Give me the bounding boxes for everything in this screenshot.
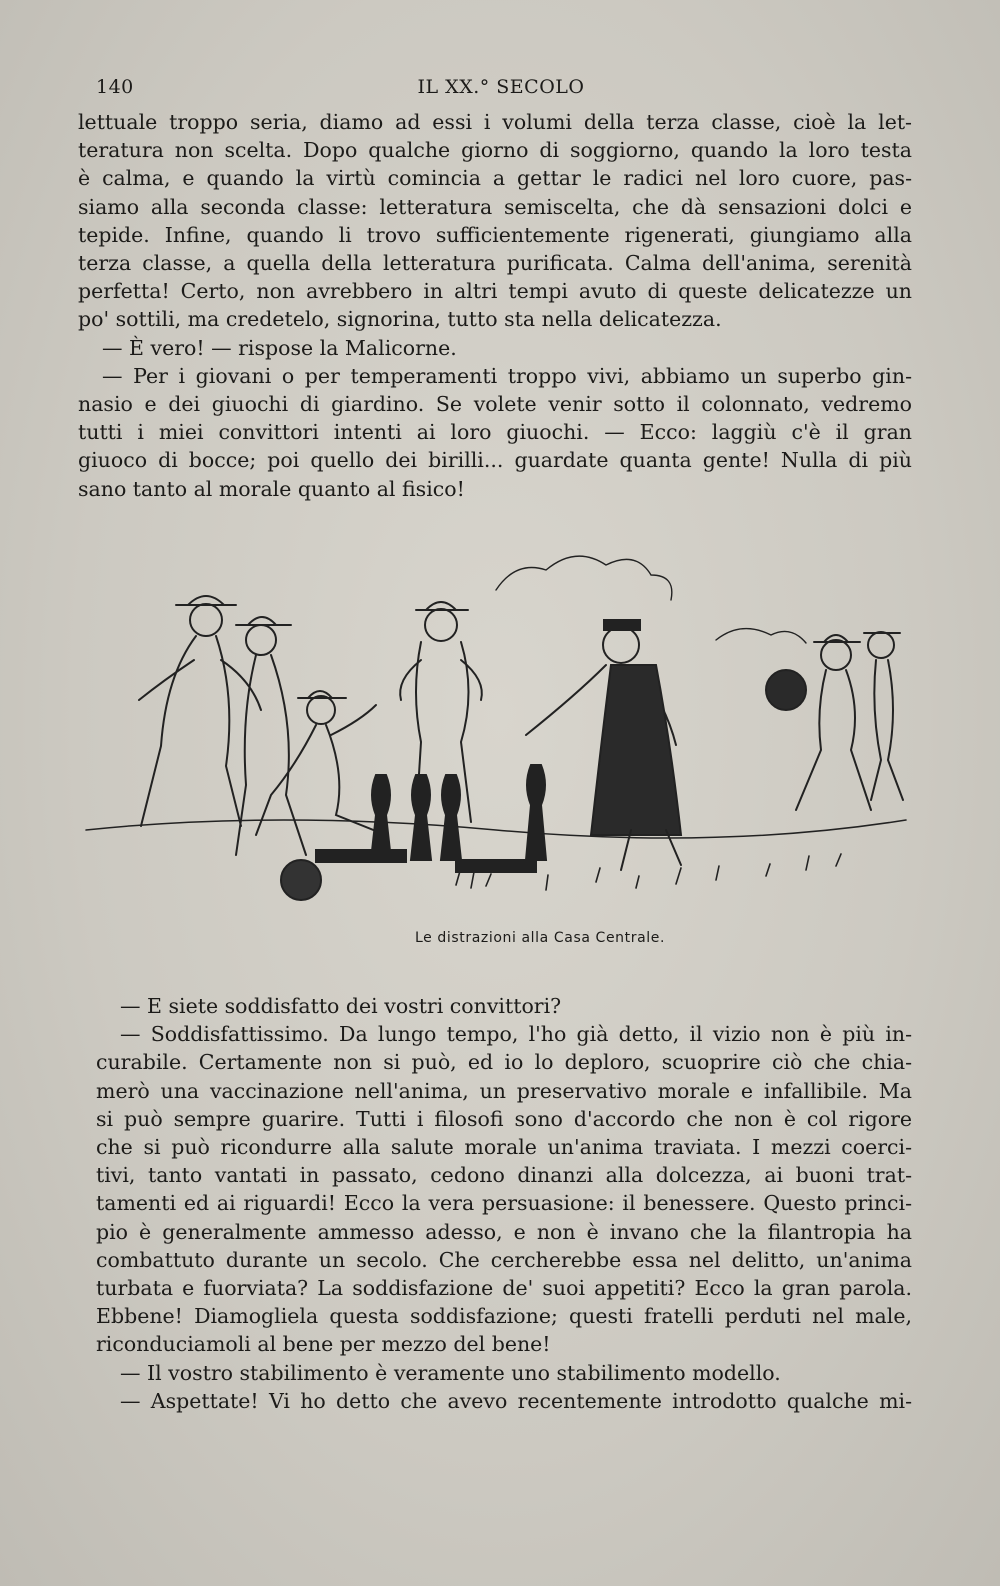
- text-line: turbata e fuorviata? La soddisfazione de' suoi appetiti? Ecco la gran parola.: [96, 1276, 912, 1301]
- running-header: [96, 76, 906, 110]
- text-line: — Il vostro stabilimento è veramente uno stabilimento modello.: [120, 1360, 781, 1385]
- illustration-drawing: [76, 530, 916, 930]
- text-line: tamenti ed ai riguardi! Ecco la vera persuasione: il benessere. Questo princi-: [96, 1191, 912, 1216]
- text-line: riconduciamoli al bene per mezzo del bene!: [96, 1332, 551, 1357]
- text-line: terza classe, a quella della letteratura purificata. Calma dell'anima, serenità: [78, 251, 912, 276]
- text-line: — E siete soddisfatto dei vostri convittori?: [120, 994, 562, 1018]
- text-block-top: [78, 108, 912, 503]
- text-line: si può sempre guarire. Tutti i filosofi sono d'accordo che non è col rigore: [96, 1106, 912, 1131]
- text-line: curabile. Certamente non si può, ed io lo deploro, scuoprire ciò che chia-: [96, 1050, 912, 1075]
- text-line: lettuale troppo seria, diamo ad essi i volumi della terza classe, cioè la let-: [78, 110, 912, 134]
- text-line: — Per i giovani o per temperamenti troppo vivi, abbiamo un superbo gin-: [102, 363, 912, 388]
- text-line: è calma, e quando la virtù comincia a gettar le radici nel loro cuore, pas-: [78, 166, 912, 191]
- text-line: nasio e dei giuochi di giardino. Se volete venir sotto il colonnato, vedremo: [78, 392, 912, 417]
- text-line: Ebbene! Diamogliela questa soddisfazione; questi fratelli perduti nel male,: [96, 1304, 912, 1329]
- text-line: sano tanto al morale quanto al fisico!: [78, 476, 465, 501]
- text-line: che si può ricondurre alla salute morale un'anima traviata. I mezzi coerci-: [96, 1135, 912, 1160]
- text-line: combattuto durante un secolo. Che cercherebbe essa nel delitto, un'anima: [96, 1247, 912, 1272]
- text-block-bottom: [96, 992, 912, 1415]
- illustration-bowling: [76, 530, 916, 930]
- text-line: merò una vaccinazione nell'anima, un preservativo morale e infallibile. Ma: [96, 1078, 912, 1103]
- text-line: — Soddisfattissimo. Da lungo tempo, l'ho già detto, il vizio non è più in-: [120, 1022, 912, 1047]
- text-line: perfetta! Certo, non avrebbero in altri tempi avuto di queste delicatezze un: [78, 279, 912, 304]
- figure-caption: [0, 930, 1000, 946]
- running-title: IL XX.° SECOLO: [417, 76, 585, 98]
- text-line: tepide. Infine, quando li trovo sufficientemente rigenerati, giungiamo alla: [78, 222, 912, 247]
- text-line: giuoco di bocce; poi quello dei birilli... guardate quanta gente! Nulla di più: [78, 448, 912, 473]
- text-line: tivi, tanto vantati in passato, cedono dinanzi alla dolcezza, ai buoni trat-: [96, 1163, 912, 1188]
- text-line: tutti i miei convittori intenti ai loro giuochi. — Ecco: laggiù c'è il gran: [78, 420, 912, 445]
- page-number: 140: [96, 76, 134, 98]
- text-line: pio è generalmente ammesso adesso, e non è invano che la filantropia ha: [96, 1219, 912, 1244]
- text-line: siamo alla seconda classe: letteratura semiscelta, che dà sensazioni dolci e: [78, 194, 912, 219]
- text-line: po' sottili, ma credetelo, signorina, tutto sta nella delicatezza.: [78, 307, 722, 332]
- text-line: teratura non scelta. Dopo qualche giorno di soggiorno, quando la loro testa: [78, 138, 912, 163]
- text-line: — È vero! — rispose la Malicorne.: [102, 335, 457, 360]
- caption-text: Le distrazioni alla Casa Centrale.: [414, 930, 666, 946]
- text-line: — Aspettate! Vi ho detto che avevo recentemente introdotto qualche mi-: [120, 1388, 912, 1413]
